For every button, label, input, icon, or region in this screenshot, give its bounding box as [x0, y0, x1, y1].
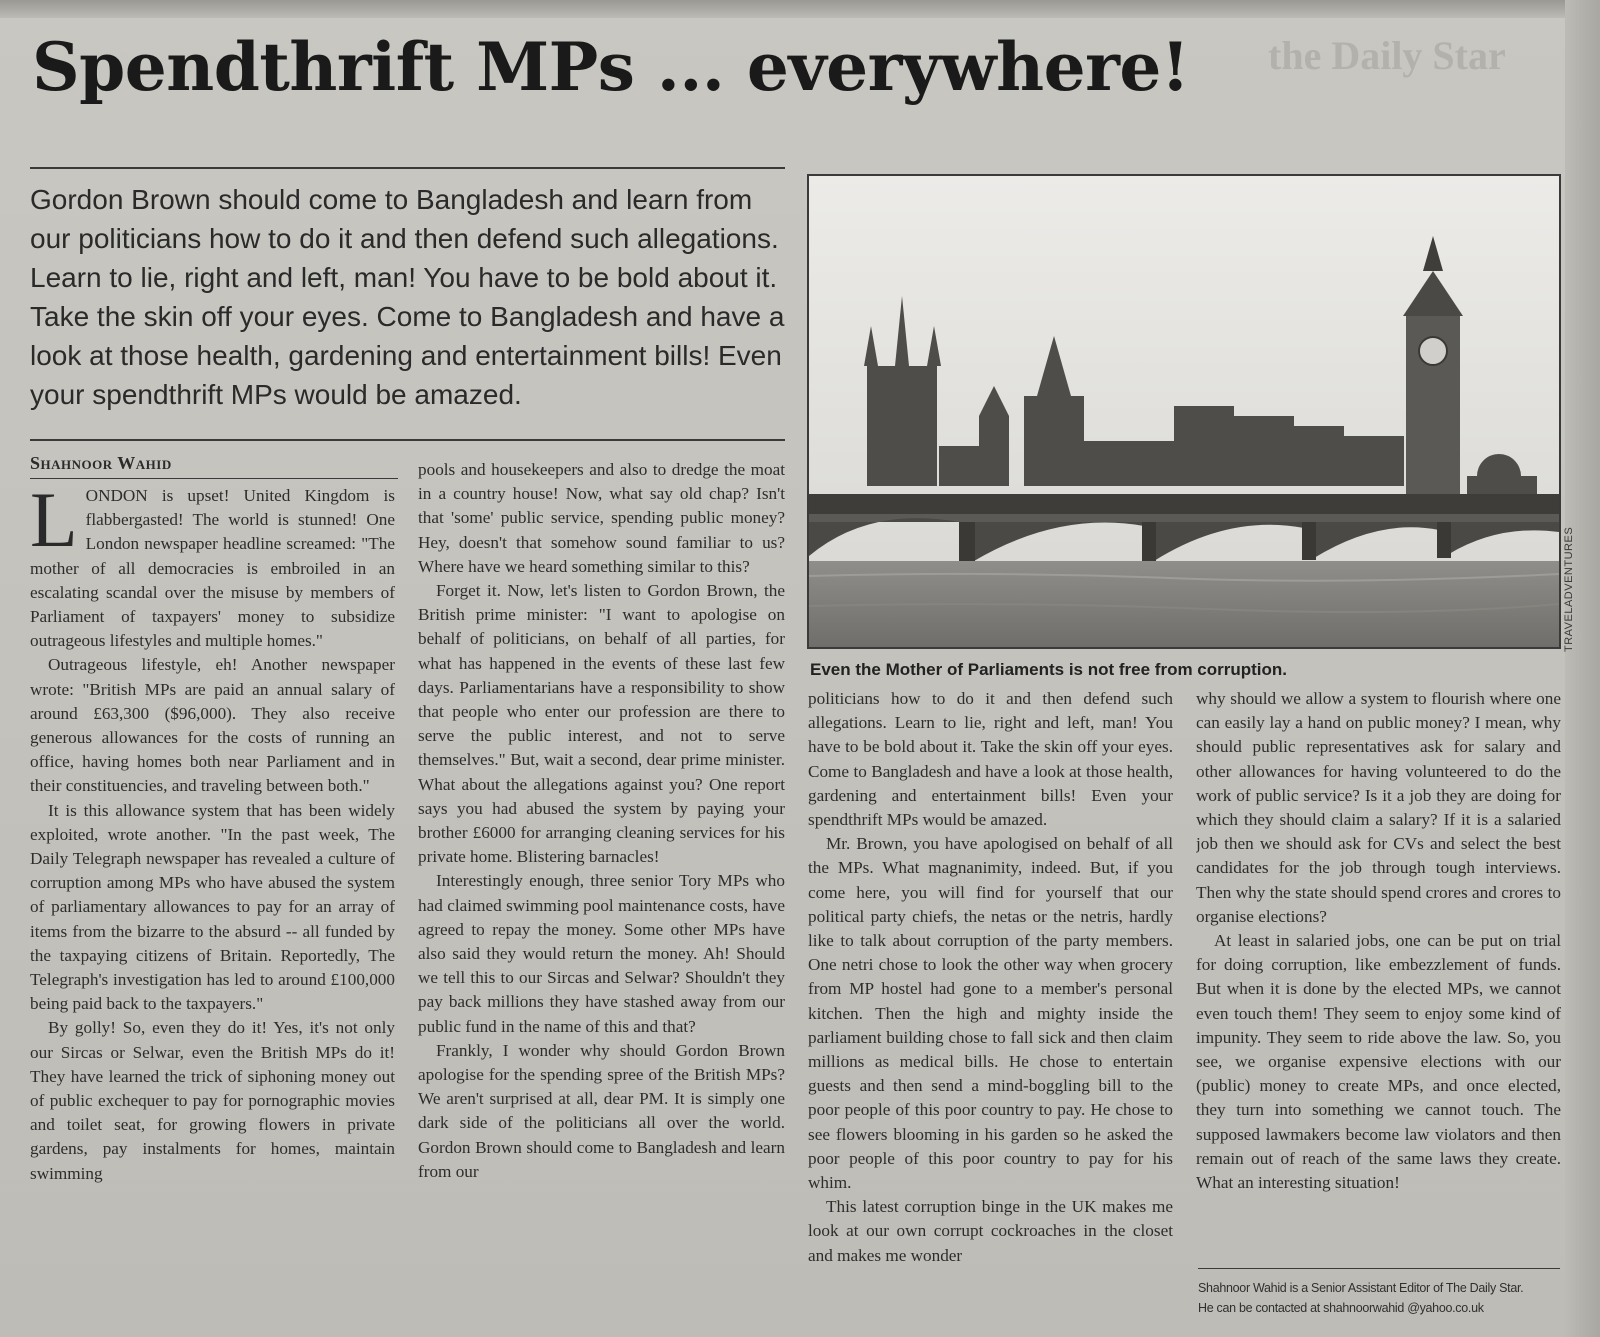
photo-caption: Even the Mother of Parliaments is not free from corruption.	[810, 660, 1288, 679]
footnote-line: He can be contacted at shahnoorwahid @yahoo.co.uk	[1198, 1301, 1484, 1315]
paragraph: Outrageous lifestyle, eh! Another newspaper wrote: "British MPs are paid an annual salary of around £63,300 ($96,000). They also receive generous allowances for the costs of running an office, having homes both near Parliament and in their constituencies, and traveling between both."	[30, 655, 395, 796]
paragraph: why should we allow a system to flourish where one can easily lay a hand on public money? I mean, why should public representatives ask for salary and other allowances for having volunteered to do the work of public service? Is it a job they are doing for which they should claim a salary? If it is a salaried job then we should ask for CVs and select the best candidates for the job through tough interviews. Then why the state should spend crores and crores to organise elections?	[1196, 689, 1561, 926]
paragraph: Interestingly enough, three senior Tory MPs who had claimed swimming pool maintenance costs, have agreed to repay the money. Some other MPs have also said they would return the money. Ah! Should we tell this to our Sircas and Selwar? Shouldn't they pay back millions they have stashed away from our public fund in the name of this and that?	[418, 871, 785, 1036]
byline: Shahnoor Wahid	[30, 453, 172, 473]
westminster-photo	[807, 174, 1561, 649]
paragraph: At least in salaried jobs, one can be put on trial for doing corruption, like embezzlement of funds. But when it is done by the elected MPs, we cannot even touch them! They seem to enjoy some kind of impunity. They seem to ride above the law. So, you see, we organise expensive elections with our (public) money to create MPs, and once elected, they turn into something we cannot touch. The supposed lawmakers become law violators and then remain out of reach of the same laws they create. What an interesting situation!	[1196, 931, 1561, 1193]
footnote-line: Shahnoor Wahid is a Senior Assistant Editor of The Daily Star.	[1198, 1281, 1524, 1295]
paragraph: Forget it. Now, let's listen to Gordon Brown, the British prime minister: "I want to apologise on behalf of politicians, on behalf of all parties, for what has happened in the events of these last few days. Parliamentarians have a responsibility to show that people who enter our profession are there to serve the public interest, and not to serve themselves." But, wait a second, dear prime minister. What about the allegations against you? One report says you had abused the system by paying your brother £6000 for arranging cleaning services for his private home. Blistering barnacles!	[418, 581, 785, 867]
paragraph: pools and housekeepers and also to dredge the moat in a country house! Now, what say old chap? Isn't that 'some' public service, spending public money? Hey, doesn't that somehow sound familiar to us? Where have we heard something similar to this?	[418, 460, 785, 576]
photo-credit: TRAVELADVENTURES	[1563, 526, 1575, 652]
headline: Spendthrift MPs ... everywhere!	[32, 28, 1190, 106]
rule-above-footnote	[1198, 1268, 1560, 1269]
paragraph-text: ONDON is upset! United Kingdom is flabbergasted! The world is stunned! One London newspaper headline screamed: "The mother of all democracies is embroiled in an escalating scandal over the misuse by members of Parliament of taxpayers' money to subsidize outrageous lifestyles and multiple homes."	[30, 486, 395, 651]
column-4	[1196, 687, 1561, 1257]
paragraph: It is this allowance system that has been widely exploited, wrote another. "In the past week, The Daily Telegraph newspaper has revealed a culture of corruption among MPs who have abused the system of parliamentary allowances to pay for an array of items from the bizarre to the absurd -- all funded by the taxpaying citizens of Britain. Reportedly, The Telegraph's investigation has led to around £100,000 being paid back to the taxpayers."	[30, 800, 395, 1014]
rule-below-byline	[30, 478, 398, 479]
author-footnote	[1198, 1278, 1568, 1318]
paragraph: Frankly, I wonder why should Gordon Brown apologise for the spending spree of the British MPs? We aren't surprised at all, dear PM. It is simply one dark side of the politicians all over the world. Gordon Brown should come to Bangladesh and learn from our	[418, 1040, 785, 1181]
adjacent-page-text: the Daily Star	[1268, 33, 1506, 78]
column-3	[808, 687, 1173, 1309]
paragraph: By golly! So, even they do it! Yes, it's not only our Sircas or Selwar, even the British MPs do it! They have learned the trick of siphoning money out of public exchequer to pay for pornographic movies and toilet seat, for growing flowers in private gardens, pay instalments for homes, maintain swimming	[30, 1018, 395, 1183]
column-2	[418, 458, 785, 1309]
adjacent-page-edge	[1565, 0, 1600, 1337]
westminster-illustration	[809, 176, 1559, 647]
rule-above-standfirst	[30, 167, 785, 169]
rule-below-standfirst	[30, 439, 785, 441]
paragraph	[30, 484, 395, 653]
paragraph: This latest corruption binge in the UK makes me look at our own corrupt cockroaches in the closet and makes me wonder	[808, 1197, 1173, 1265]
page-top-edge	[0, 0, 1600, 18]
paragraph: Mr. Brown, you have apologised on behalf of all the MPs. What magnanimity, indeed. But, if you come here, you will find for yourself that our political party chiefs, the netas or the netris, hardly like to talk about corruption of the party members. One netri chose to look the other way when grocery from MP hostel had gone to a member's personal kitchen. Then the high and mighty inside the parliament building chose to fall sick and then claim millions as medical bills. He chose to entertain guests and then send a mind-boggling bill to the poor people of this poor country to pay. He chose to see flowers blooming in his garden so he asked the poor people of this poor country to pay for his whim.	[808, 834, 1173, 1193]
standfirst: Gordon Brown should come to Bangladesh and learn from our politicians how to do it and then defend such allegations. Learn to lie, right and left, man! You have to be bold about it. Take the skin off your eyes. Come to Bangladesh and have a look at those health, gardening and entertainment bills! Even your spendthrift MPs would be amazed.	[30, 184, 785, 410]
drop-cap: L	[30, 484, 78, 563]
column-1	[30, 484, 395, 1309]
paragraph: politicians how to do it and then defend such allegations. Learn to lie, right and left, man! You have to be bold about it. Take the skin off your eyes. Come to Bangladesh and have a look at those health, gardening and entertainment bills! Even your spendthrift MPs would be amazed.	[808, 689, 1173, 830]
